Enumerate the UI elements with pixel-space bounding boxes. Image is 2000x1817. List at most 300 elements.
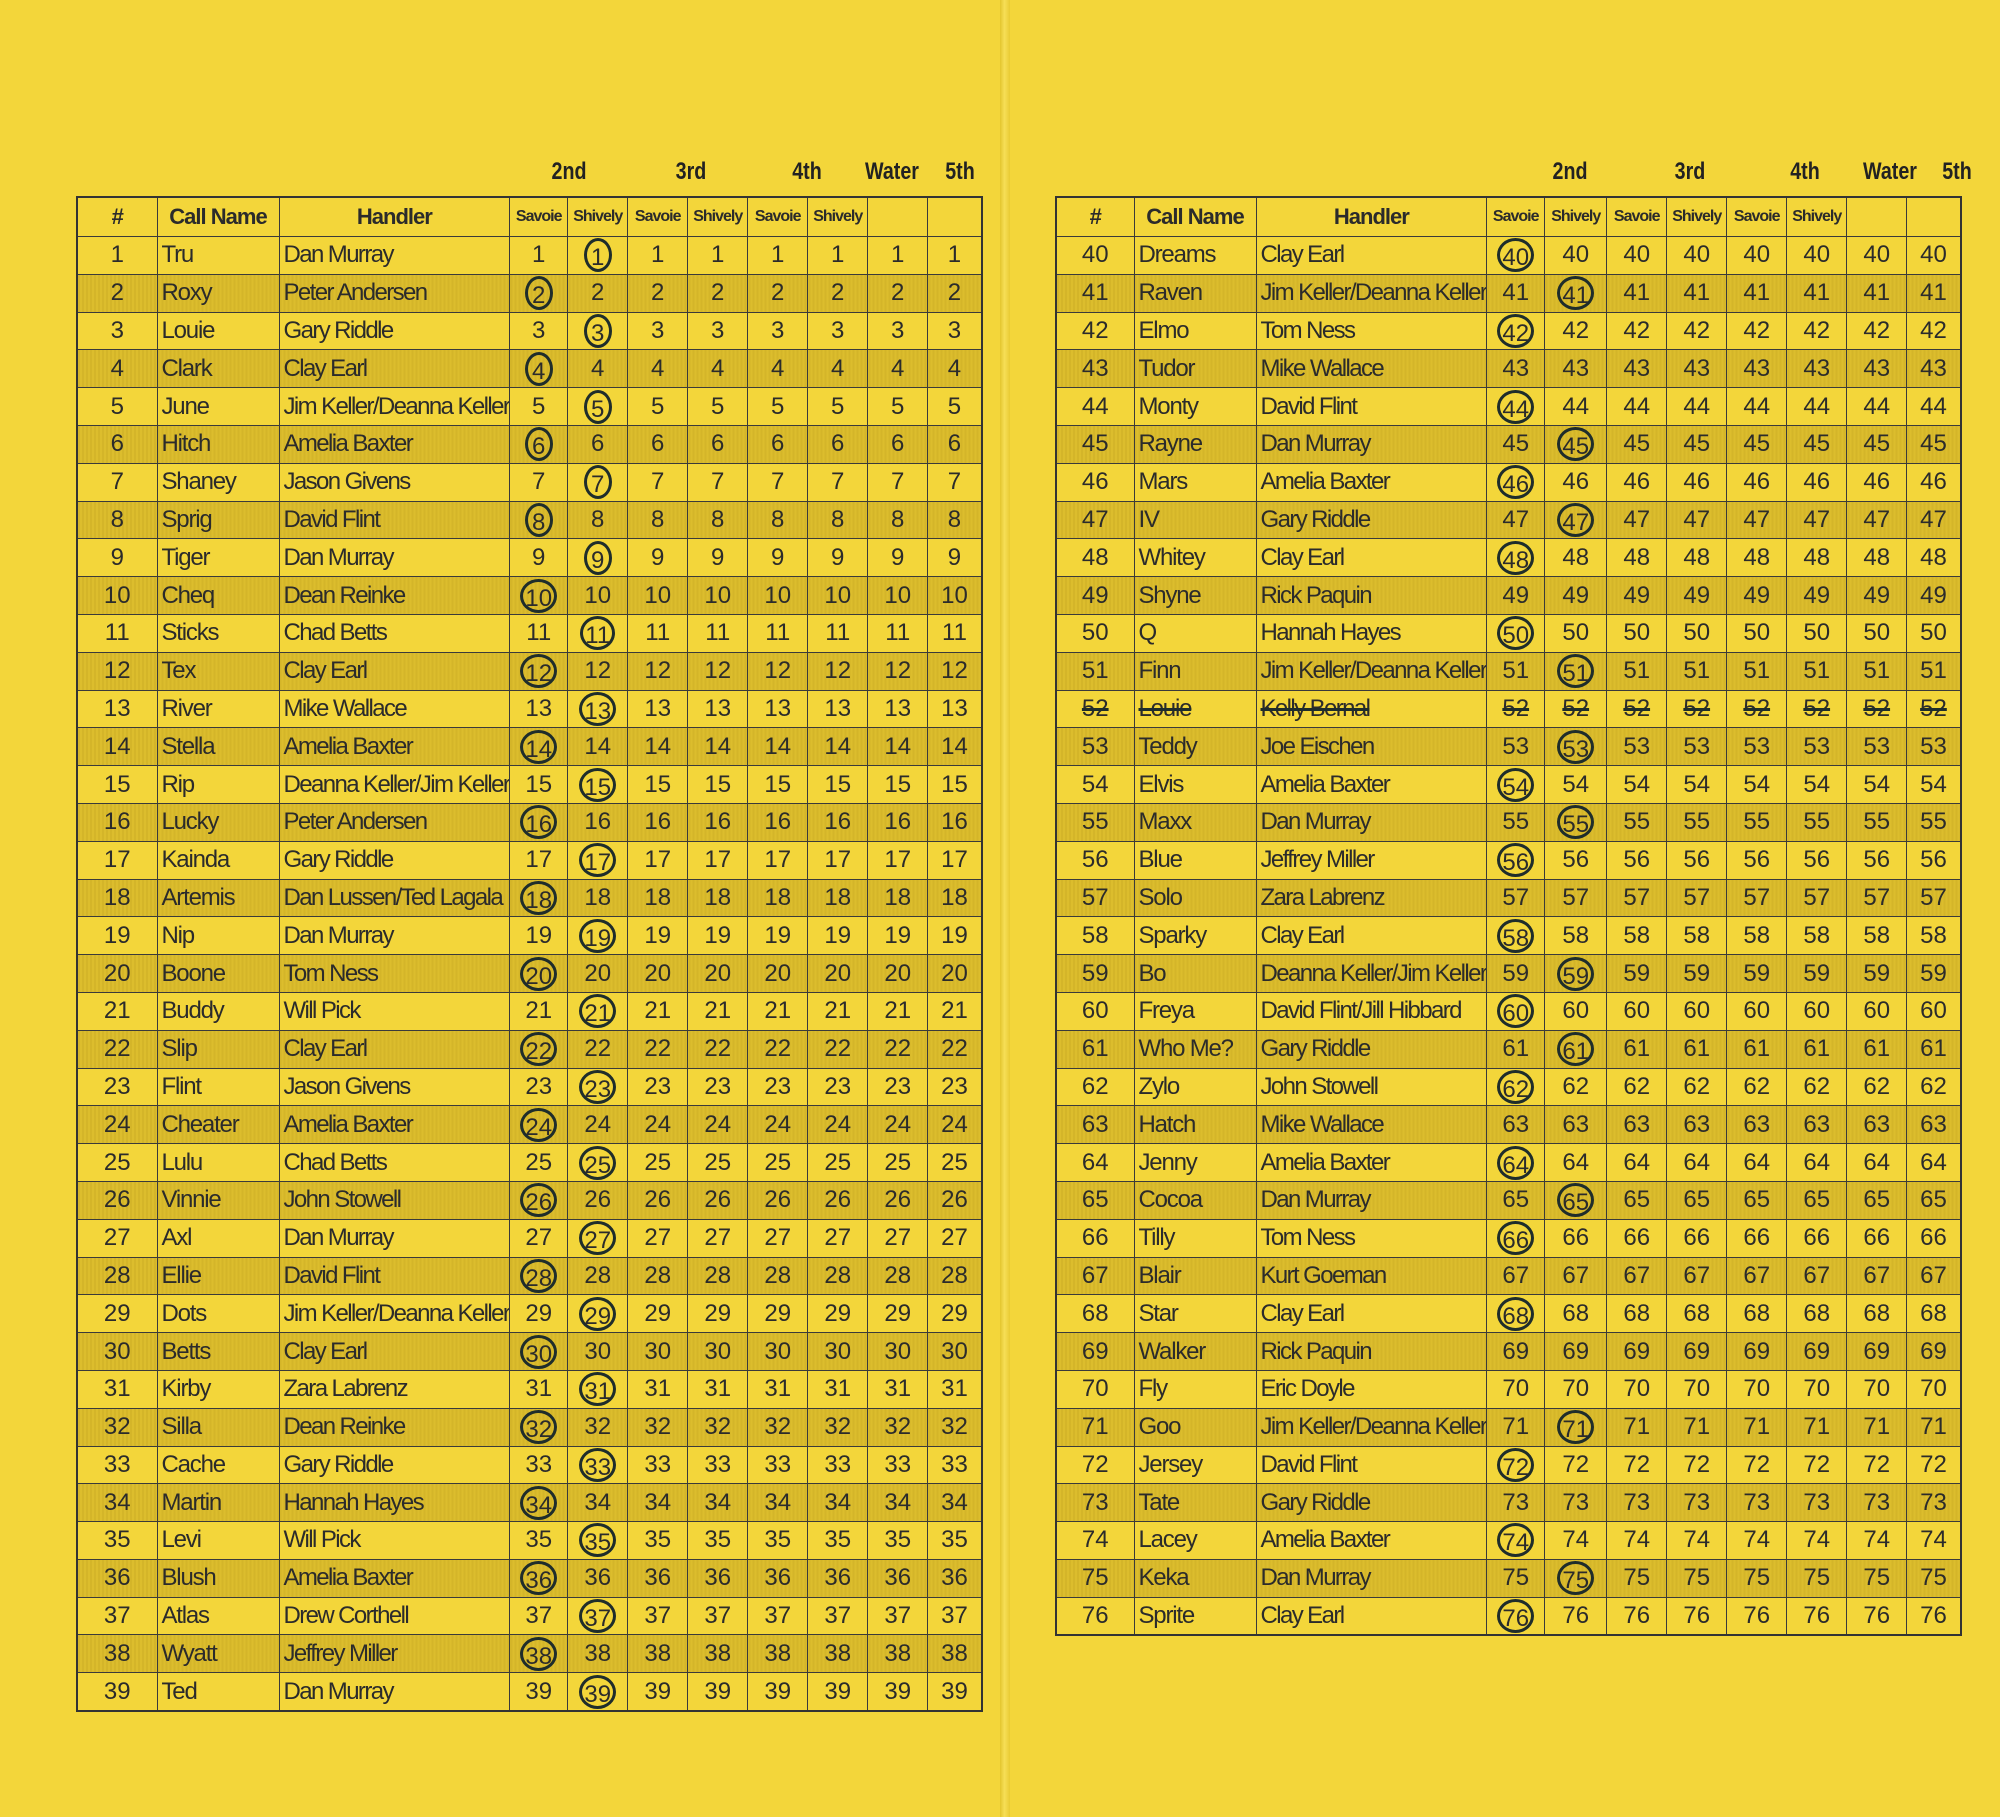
water-cell xyxy=(1847,955,1907,993)
handler-cell: Clay Earl xyxy=(1256,539,1487,577)
circled-number: 39 xyxy=(579,1675,616,1709)
run-number: 7 xyxy=(771,468,785,496)
circled-number: 8 xyxy=(525,503,553,537)
run-number: 25 xyxy=(525,1148,553,1176)
savoie-4th-cell xyxy=(748,1635,808,1673)
savoie-2nd-cell xyxy=(510,1446,568,1484)
run-number: 60 xyxy=(1683,997,1711,1025)
circled-number: 65 xyxy=(1557,1183,1594,1217)
water-cell xyxy=(868,501,928,539)
run-number: 72 xyxy=(1562,1450,1590,1478)
shively-2nd-cell xyxy=(1545,1030,1607,1068)
5th-cell xyxy=(928,879,982,917)
run-number: 46 xyxy=(1683,468,1711,496)
dog-number-cell: 51 xyxy=(1056,652,1134,690)
run-number: 9 xyxy=(532,543,546,571)
table-row xyxy=(77,803,982,841)
shively-2nd-cell xyxy=(1545,350,1607,388)
handler-cell: Rick Paquin xyxy=(1256,577,1487,615)
water-cell xyxy=(868,1673,928,1711)
run-number: 4 xyxy=(711,354,725,382)
running-order-table-right xyxy=(1055,196,1962,1636)
savoie-4th-cell xyxy=(748,1068,808,1106)
shively-2nd-cell xyxy=(1545,501,1607,539)
shively-4th-cell xyxy=(1787,1484,1847,1522)
run-number: 30 xyxy=(764,1337,792,1365)
run-number: 8 xyxy=(831,505,845,533)
run-number: 44 xyxy=(1562,392,1590,420)
handler-cell: Mike Wallace xyxy=(279,690,510,728)
shively-2nd-cell xyxy=(1545,917,1607,955)
run-number: 29 xyxy=(764,1299,792,1327)
dog-number-cell: 32 xyxy=(77,1408,157,1446)
run-number: 68 xyxy=(1623,1299,1651,1327)
savoie-2nd-cell xyxy=(510,614,568,652)
run-number: 75 xyxy=(1623,1564,1651,1592)
dog-number-cell: 9 xyxy=(77,539,157,577)
shively-2nd-cell xyxy=(568,1181,628,1219)
shively-header: Shively xyxy=(1545,197,1607,237)
handler-cell: Dan Murray xyxy=(1256,425,1487,463)
circled-number: 30 xyxy=(520,1335,557,1369)
run-number: 48 xyxy=(1623,543,1651,571)
water-cell xyxy=(868,1446,928,1484)
shively-4th-cell xyxy=(808,1635,868,1673)
table-row xyxy=(1056,917,1961,955)
dog-number-cell: 29 xyxy=(77,1295,157,1333)
shively-2nd-cell xyxy=(568,1295,628,1333)
savoie-4th-cell xyxy=(748,1295,808,1333)
run-number: 44 xyxy=(1743,392,1771,420)
table-row xyxy=(77,1333,982,1371)
dog-number-cell: 10 xyxy=(77,577,157,615)
shively-2nd-cell xyxy=(568,879,628,917)
call-name-cell: Hatch xyxy=(1134,1106,1256,1144)
run-number: 55 xyxy=(1743,808,1771,836)
water-cell xyxy=(1847,652,1907,690)
handler-cell: Dan Murray xyxy=(1256,1181,1487,1219)
run-number: 29 xyxy=(824,1299,852,1327)
table-row xyxy=(77,1673,982,1711)
run-number: 30 xyxy=(704,1337,732,1365)
run-number: 34 xyxy=(644,1488,672,1516)
run-number: 2 xyxy=(891,279,905,307)
savoie-3rd-cell xyxy=(1607,955,1667,993)
savoie-3rd-cell xyxy=(1607,803,1667,841)
run-number: 74 xyxy=(1863,1526,1891,1554)
table-row xyxy=(1056,1068,1961,1106)
handler-cell: Mike Wallace xyxy=(1256,350,1487,388)
shively-3rd-cell xyxy=(688,1522,748,1560)
run-number: 28 xyxy=(644,1261,672,1289)
round-5th-label: 5th xyxy=(945,158,975,185)
run-number: 7 xyxy=(532,468,546,496)
dog-number-cell: 16 xyxy=(77,803,157,841)
shively-3rd-cell xyxy=(1667,803,1727,841)
circled-number: 28 xyxy=(520,1259,557,1293)
circled-number: 12 xyxy=(520,654,557,688)
water-cell xyxy=(1847,463,1907,501)
run-number: 74 xyxy=(1743,1526,1771,1554)
table-row xyxy=(77,1068,982,1106)
shively-3rd-cell xyxy=(1667,350,1727,388)
shively-2nd-cell xyxy=(1545,992,1607,1030)
shively-2nd-cell xyxy=(568,350,628,388)
water-cell xyxy=(868,425,928,463)
run-number: 52 xyxy=(1863,694,1891,722)
run-number: 1 xyxy=(651,241,665,269)
call-name-header: Call Name xyxy=(1134,197,1256,237)
handler-cell: Rick Paquin xyxy=(1256,1333,1487,1371)
handler-cell: Hannah Hayes xyxy=(1256,614,1487,652)
savoie-3rd-cell xyxy=(628,879,688,917)
run-number: 29 xyxy=(941,1299,968,1327)
shively-3rd-cell xyxy=(1667,992,1727,1030)
run-number: 58 xyxy=(1920,921,1947,949)
savoie-4th-cell xyxy=(1727,1522,1787,1560)
savoie-3rd-cell xyxy=(628,992,688,1030)
run-number: 19 xyxy=(704,921,732,949)
handler-cell: Gary Riddle xyxy=(279,841,510,879)
shively-2nd-cell xyxy=(568,841,628,879)
run-number: 10 xyxy=(824,581,852,609)
run-number: 63 xyxy=(1803,1110,1831,1138)
run-number: 34 xyxy=(764,1488,792,1516)
run-number: 50 xyxy=(1562,619,1590,647)
shively-3rd-cell xyxy=(1667,955,1727,993)
dog-number-cell: 13 xyxy=(77,690,157,728)
savoie-4th-cell xyxy=(1727,690,1787,728)
run-number: 26 xyxy=(884,1186,912,1214)
water-cell xyxy=(868,1030,928,1068)
shively-4th-cell xyxy=(1787,1559,1847,1597)
run-number: 37 xyxy=(941,1602,968,1630)
table-row xyxy=(77,1295,982,1333)
shively-3rd-cell xyxy=(688,1030,748,1068)
water-cell xyxy=(868,917,928,955)
shively-4th-cell xyxy=(808,388,868,426)
savoie-2nd-cell xyxy=(1487,1522,1545,1560)
run-number: 5 xyxy=(891,392,905,420)
shively-3rd-cell xyxy=(688,728,748,766)
5th-cell xyxy=(928,1446,982,1484)
handler-cell: Dan Murray xyxy=(279,539,510,577)
dog-number-cell: 61 xyxy=(1056,1030,1134,1068)
shively-4th-cell xyxy=(1787,917,1847,955)
run-number: 10 xyxy=(764,581,792,609)
run-number: 58 xyxy=(1562,921,1590,949)
savoie-2nd-cell xyxy=(510,1068,568,1106)
run-number: 40 xyxy=(1803,241,1831,269)
run-number: 64 xyxy=(1743,1148,1771,1176)
5th-cell xyxy=(1907,577,1961,615)
run-number: 43 xyxy=(1502,354,1530,382)
table-row xyxy=(77,1559,982,1597)
run-number: 28 xyxy=(704,1261,732,1289)
savoie-4th-cell xyxy=(1727,879,1787,917)
handler-header: Handler xyxy=(1256,197,1487,237)
savoie-2nd-cell xyxy=(1487,728,1545,766)
round-3rd-label: 3rd xyxy=(1674,158,1706,185)
shively-4th-cell xyxy=(1787,1522,1847,1560)
call-name-cell: Fly xyxy=(1134,1370,1256,1408)
5th-cell xyxy=(928,1257,982,1295)
savoie-2nd-cell xyxy=(1487,1257,1545,1295)
run-number: 60 xyxy=(1863,997,1891,1025)
savoie-4th-cell xyxy=(748,1673,808,1711)
savoie-3rd-cell xyxy=(1607,728,1667,766)
dog-number-cell: 48 xyxy=(1056,539,1134,577)
shively-3rd-cell xyxy=(1667,1522,1727,1560)
run-number: 46 xyxy=(1623,468,1651,496)
shively-4th-cell xyxy=(808,1219,868,1257)
shively-2nd-cell xyxy=(1545,766,1607,804)
table-row xyxy=(1056,501,1961,539)
run-number: 8 xyxy=(651,505,665,533)
shively-3rd-cell xyxy=(688,577,748,615)
run-number: 16 xyxy=(704,808,732,836)
shively-3rd-cell xyxy=(688,1635,748,1673)
shively-4th-cell xyxy=(808,1144,868,1182)
run-number: 42 xyxy=(1743,316,1771,344)
table-row xyxy=(1056,1446,1961,1484)
savoie-3rd-cell xyxy=(1607,766,1667,804)
handler-cell: Drew Corthell xyxy=(279,1597,510,1635)
dog-number-cell: 14 xyxy=(77,728,157,766)
run-number: 70 xyxy=(1562,1375,1590,1403)
call-name-cell: Boone xyxy=(157,955,279,993)
shively-2nd-cell xyxy=(1545,1257,1607,1295)
run-number: 52 xyxy=(1683,694,1711,722)
shively-3rd-cell xyxy=(1667,766,1727,804)
run-number: 61 xyxy=(1502,1035,1530,1063)
savoie-header: Savoie xyxy=(748,197,808,237)
run-number: 43 xyxy=(1920,354,1947,382)
call-name-cell: Elvis xyxy=(1134,766,1256,804)
circled-number: 75 xyxy=(1557,1561,1594,1595)
shively-4th-cell xyxy=(808,652,868,690)
run-number: 39 xyxy=(824,1677,852,1705)
5th-cell xyxy=(1907,1144,1961,1182)
savoie-4th-cell xyxy=(1727,1144,1787,1182)
circled-number: 66 xyxy=(1497,1221,1534,1255)
call-name-cell: Nip xyxy=(157,917,279,955)
run-number: 57 xyxy=(1502,883,1530,911)
water-cell xyxy=(1847,1446,1907,1484)
handler-cell: Jeffrey Miller xyxy=(1256,841,1487,879)
table-row xyxy=(77,577,982,615)
shively-4th-cell xyxy=(808,1446,868,1484)
dog-number-cell: 76 xyxy=(1056,1597,1134,1635)
savoie-4th-cell xyxy=(748,1408,808,1446)
run-number: 65 xyxy=(1683,1186,1711,1214)
call-name-cell: Wyatt xyxy=(157,1635,279,1673)
savoie-2nd-cell xyxy=(1487,1068,1545,1106)
run-number: 28 xyxy=(941,1261,968,1289)
water-cell xyxy=(868,539,928,577)
table-row xyxy=(77,463,982,501)
shively-2nd-cell xyxy=(568,1559,628,1597)
run-number: 29 xyxy=(704,1299,732,1327)
round-water-label: Water xyxy=(1863,158,1917,185)
shively-2nd-cell xyxy=(568,312,628,350)
run-number: 19 xyxy=(884,921,912,949)
run-number: 75 xyxy=(1803,1564,1831,1592)
run-number: 41 xyxy=(1743,279,1771,307)
water-cell xyxy=(868,1522,928,1560)
run-number: 24 xyxy=(941,1110,968,1138)
water-cell xyxy=(1847,237,1907,275)
handler-cell: Amelia Baxter xyxy=(279,1559,510,1597)
run-number: 52 xyxy=(1803,694,1831,722)
savoie-4th-cell xyxy=(1727,425,1787,463)
shively-3rd-cell xyxy=(688,274,748,312)
round-headers xyxy=(76,150,983,196)
run-number: 62 xyxy=(1920,1072,1947,1100)
savoie-4th-cell xyxy=(1727,992,1787,1030)
run-number: 13 xyxy=(704,694,732,722)
run-number: 49 xyxy=(1562,581,1590,609)
shively-3rd-cell xyxy=(688,1295,748,1333)
run-number: 17 xyxy=(941,846,968,874)
savoie-3rd-cell xyxy=(628,690,688,728)
water-cell xyxy=(1847,1181,1907,1219)
run-number: 46 xyxy=(1863,468,1891,496)
5th-cell xyxy=(1907,614,1961,652)
handler-cell: Jason Givens xyxy=(279,463,510,501)
run-number: 57 xyxy=(1863,883,1891,911)
shively-4th-cell xyxy=(808,1370,868,1408)
run-number: 65 xyxy=(1803,1186,1831,1214)
shively-4th-cell xyxy=(808,1484,868,1522)
run-number: 60 xyxy=(1623,997,1651,1025)
water-cell xyxy=(868,388,928,426)
water-cell xyxy=(1847,1106,1907,1144)
savoie-header: Savoie xyxy=(510,197,568,237)
dog-number-cell: 26 xyxy=(77,1181,157,1219)
shively-2nd-cell xyxy=(568,1068,628,1106)
run-number: 4 xyxy=(891,354,905,382)
water-cell xyxy=(868,955,928,993)
run-number: 20 xyxy=(704,959,732,987)
run-number: 6 xyxy=(771,430,785,458)
dog-number-cell: 74 xyxy=(1056,1522,1134,1560)
shively-2nd-cell xyxy=(568,1144,628,1182)
shively-2nd-cell xyxy=(1545,879,1607,917)
shively-4th-cell xyxy=(1787,1181,1847,1219)
table-row xyxy=(77,917,982,955)
dog-number-cell: 45 xyxy=(1056,425,1134,463)
shively-2nd-cell xyxy=(1545,274,1607,312)
dog-number-cell: 7 xyxy=(77,463,157,501)
round-2nd-label: 2nd xyxy=(1552,158,1588,185)
run-number: 59 xyxy=(1683,959,1711,987)
5th-cell xyxy=(928,690,982,728)
shively-2nd-cell xyxy=(1545,1446,1607,1484)
5th-cell xyxy=(928,425,982,463)
run-number: 9 xyxy=(771,543,785,571)
run-number: 8 xyxy=(591,505,605,533)
savoie-4th-cell xyxy=(748,312,808,350)
call-name-cell: Stella xyxy=(157,728,279,766)
shively-4th-cell xyxy=(1787,1408,1847,1446)
run-number: 22 xyxy=(584,1035,612,1063)
run-number: 58 xyxy=(1803,921,1831,949)
run-number: 64 xyxy=(1623,1148,1651,1176)
savoie-4th-cell xyxy=(1727,577,1787,615)
5th-cell xyxy=(1907,1408,1961,1446)
run-number: 10 xyxy=(644,581,672,609)
run-number: 18 xyxy=(584,883,612,911)
run-number: 13 xyxy=(525,694,553,722)
circled-number: 51 xyxy=(1557,654,1594,688)
handler-cell: Zara Labrenz xyxy=(1256,879,1487,917)
run-number: 25 xyxy=(644,1148,672,1176)
run-number: 6 xyxy=(831,430,845,458)
savoie-4th-cell xyxy=(748,728,808,766)
savoie-3rd-cell xyxy=(628,1559,688,1597)
shively-4th-cell xyxy=(1787,1597,1847,1635)
run-number: 52 xyxy=(1623,694,1651,722)
shively-4th-cell xyxy=(808,1181,868,1219)
left-page xyxy=(76,150,983,1712)
5th-cell xyxy=(1907,1597,1961,1635)
savoie-2nd-cell xyxy=(510,539,568,577)
run-number: 38 xyxy=(704,1639,732,1667)
savoie-3rd-cell xyxy=(628,728,688,766)
5th-cell xyxy=(1907,1522,1961,1560)
call-name-cell: Cache xyxy=(157,1446,279,1484)
5th-cell xyxy=(1907,539,1961,577)
run-number: 33 xyxy=(884,1450,912,1478)
shively-2nd-cell xyxy=(568,1673,628,1711)
savoie-header: Savoie xyxy=(1607,197,1667,237)
table-row xyxy=(1056,766,1961,804)
run-number: 6 xyxy=(651,430,665,458)
circled-number: 16 xyxy=(520,805,557,839)
circled-number: 59 xyxy=(1557,957,1594,991)
run-number: 34 xyxy=(941,1488,968,1516)
dog-number-cell: 75 xyxy=(1056,1559,1134,1597)
savoie-4th-cell xyxy=(748,841,808,879)
run-number: 24 xyxy=(884,1110,912,1138)
run-number: 42 xyxy=(1683,316,1711,344)
handler-cell: Jim Keller/Deanna Keller xyxy=(279,1295,510,1333)
shively-2nd-cell xyxy=(568,1446,628,1484)
shively-4th-cell xyxy=(808,312,868,350)
table-row xyxy=(1056,690,1961,728)
shively-2nd-cell xyxy=(568,992,628,1030)
shively-4th-cell xyxy=(808,274,868,312)
table-row xyxy=(77,766,982,804)
water-cell xyxy=(868,237,928,275)
run-number: 66 xyxy=(1562,1224,1590,1252)
run-number: 20 xyxy=(941,959,968,987)
savoie-3rd-cell xyxy=(628,766,688,804)
savoie-2nd-cell xyxy=(510,425,568,463)
dog-number-cell: 72 xyxy=(1056,1446,1134,1484)
savoie-4th-cell xyxy=(748,1370,808,1408)
circled-number: 48 xyxy=(1497,541,1534,575)
run-number: 42 xyxy=(1920,316,1947,344)
dog-number-cell: 52 xyxy=(1056,690,1134,728)
table-row xyxy=(77,879,982,917)
call-name-cell: Roxy xyxy=(157,274,279,312)
dog-number-cell: 54 xyxy=(1056,766,1134,804)
run-number: 39 xyxy=(644,1677,672,1705)
handler-cell: Will Pick xyxy=(279,992,510,1030)
run-number: 23 xyxy=(764,1072,792,1100)
